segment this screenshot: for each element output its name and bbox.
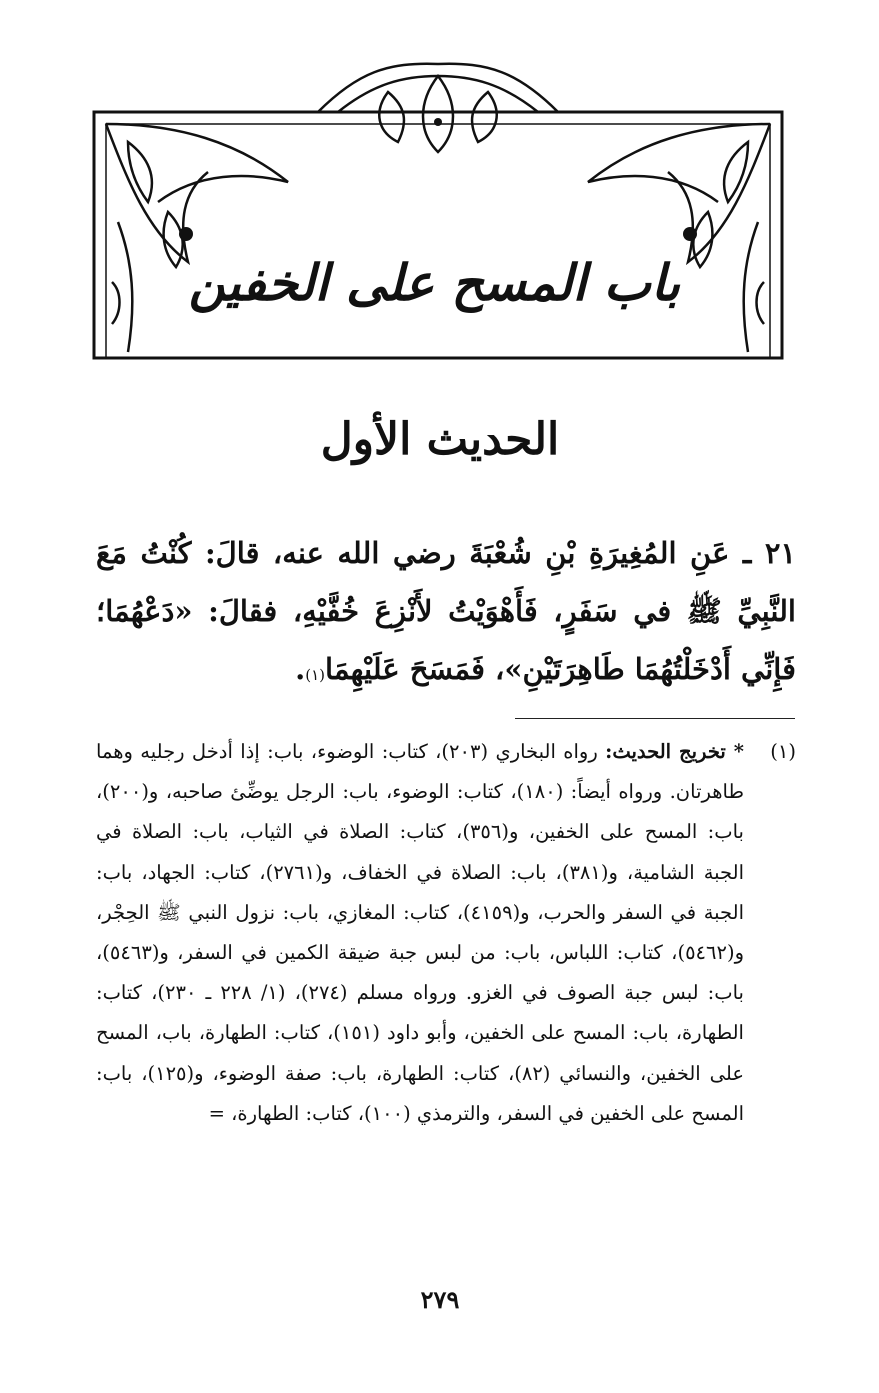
chapter-title: باب المسح على الخفين — [188, 253, 680, 312]
footnote — [96, 732, 796, 1134]
page-number: ٢٧٩ — [420, 1285, 460, 1314]
footnote-divider — [515, 718, 795, 719]
hadith-end-mark: . — [295, 652, 306, 686]
footnote-marker: (١) — [770, 740, 796, 763]
footnote-reference[interactable]: (١) — [305, 666, 326, 684]
footnote-body — [96, 732, 744, 1134]
hadith-heading: الحديث الأول — [320, 414, 560, 465]
hadith-text — [96, 524, 796, 698]
footnote-label: * تخريج الحديث: — [605, 740, 745, 763]
footnote-text: رواه البخاري (٢٠٣)، كتاب: الوضوء، باب: إذا أدخل رجليه وهما طاهرتان. ورواه أيضاً: (١٨٠)، كتاب: الوضوء، باب: الرجل يوضِّئ صاحبه، و(٢٠٠)، باب: المسح على الخفين، و(٣٥٦)، كتاب: الصلاة في الثياب، باب: الصلاة في الجبة الشامية، و(٣٨١)، باب: الصلاة في الخفاف، و(٢٧٦١)، كتاب: الجهاد، باب: الجبة في السفر والحرب، و(٤١٥٩)، كتاب: المغازي، باب: نزول النبي ﷺ الحِجْر، و(٥٤٦٢)، كتاب: اللباس، باب: من لبس جبة ضيقة الكمين في السفر، و(٥٤٦٣)، باب: لبس جبة الصوف في الغزو. ورواه مسلم (٢٧٤)، (١/ ٢٢٨ ـ ٢٣٠)، كتاب: الطهارة، باب: المسح على الخفين، وأبو داود (١٥١)، كتاب: الطهارة، باب، المسح على الخفين، والنسائي (٨٢)، كتاب: الطهارة، باب: صفة الوضوء، و(١٢٥)، باب: المسح على الخفين في السفر، والترمذي (١٠٠)، كتاب: الطهارة، = — [96, 740, 745, 1125]
hadith-body: ٢١ ـ عَنِ المُغِيرَةِ بْنِ شُعْبَةَ رضي الله عنه، قالَ: كُنْتُ مَعَ النَّبِيِّ ﷺ في سَفَرٍ، فَأَهْوَيْتُ لأَنْزِعَ خُفَّيْهِ، فقالَ: «دَعْهُمَا؛ فَإِنِّي أَدْخَلْتُهُمَا طَاهِرَتَيْنِ»، فَمَسَحَ عَلَيْهِمَا — [96, 536, 796, 686]
